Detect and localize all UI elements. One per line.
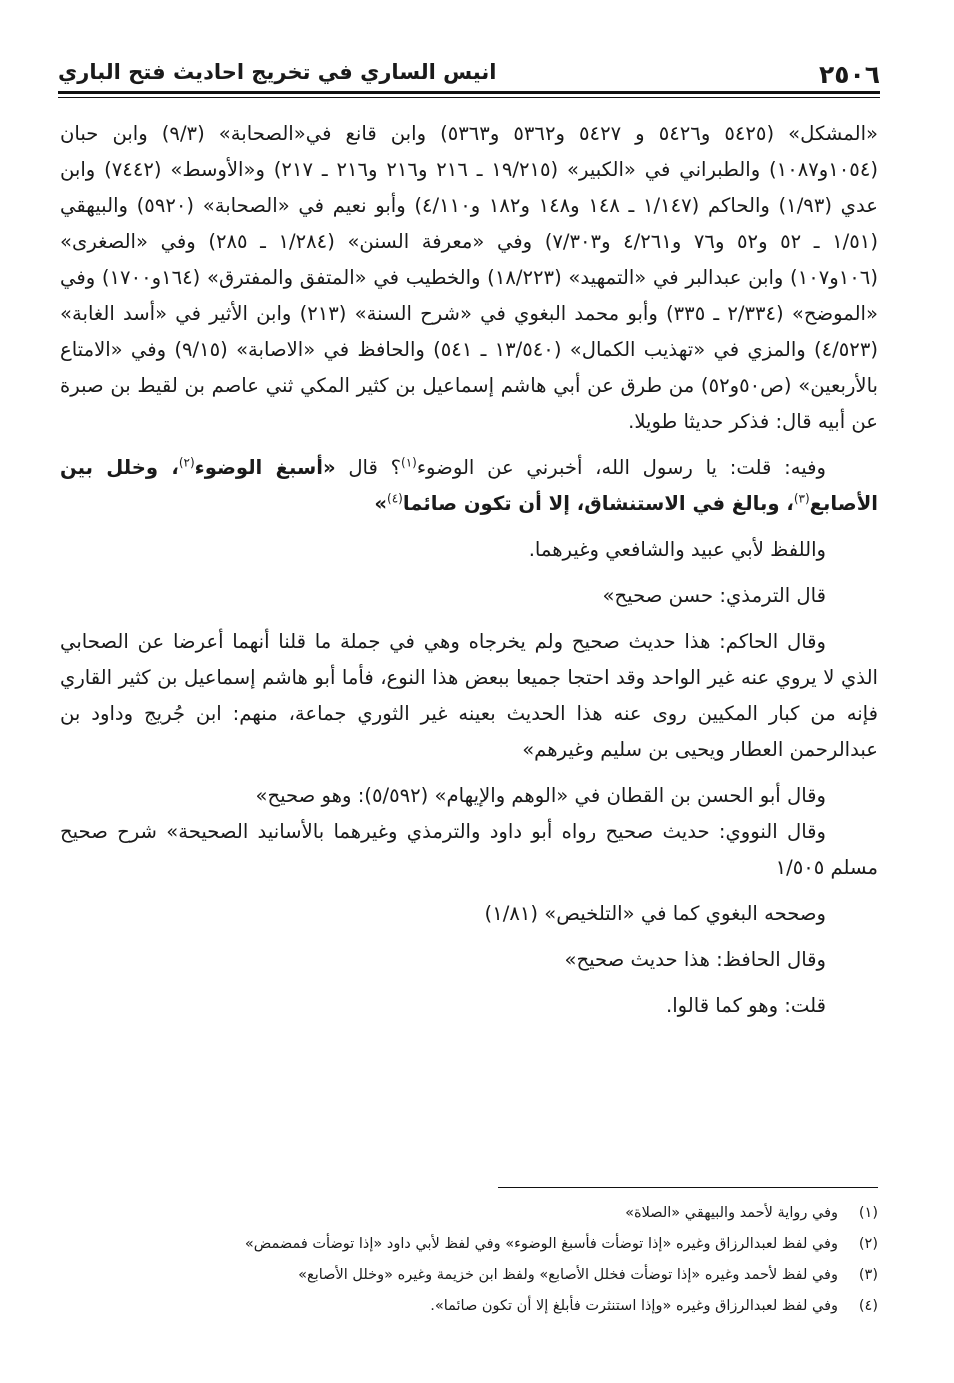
hadith-text-b: ، وخلل بين الأصابع	[60, 456, 878, 515]
book-title: انيس الساري في تخريج احاديث فتح الباري	[58, 60, 497, 84]
hakim-verdict: وقال الحاكم: هذا حديث صحيح ولم يخرجاه وهي في جملة ما قلنا أنهما أعرضا عن الصحابي الذي لا يروي عنه غير الواحد وقد احتجا جميعا ببعض هذا النوع، فأما أبو هاشم إسماعيل بن كثير القاري فإنه من كبار المكيين روى عنه هذا الحديث بعينه غير الثوري جماعة، منهم: ابن جُريج وداود بن عبدالرحمن العطار ويحيى بن سليم وغيرهم»	[60, 630, 878, 761]
header-rule-thick	[58, 91, 880, 94]
baghawi-verdict: وصححه البغوي كما في «التلخيص» (١/٨١)	[484, 902, 826, 925]
footnote-text: وفي رواية لأحمد والبيهقي «الصلاة»	[625, 1205, 838, 1221]
footnote	[60, 1229, 878, 1260]
page-number: ٢٥٠٦	[818, 60, 880, 89]
footnote	[60, 1260, 878, 1291]
hadith-text-a: «أسبغ الوضوء	[194, 456, 336, 479]
footnote-separator	[498, 1187, 878, 1188]
footnote-number: (٤)	[858, 1298, 878, 1314]
footnote-marker-2: (٢)	[178, 455, 195, 470]
hafiz-verdict: وقال الحافظ: هذا حديث صحيح»	[564, 948, 826, 971]
footnote-text: وفي لفظ لأحمد وغيره «إذا توضأت فخلل الأصابع» ولفظ ابن خزيمة وغيره «وخلل الأصابع»	[298, 1267, 838, 1283]
tirmidhi-verdict: قال الترمذي: حسن صحيح»	[602, 584, 826, 607]
author-conclusion: قلت: وهو كما قالوا.	[665, 994, 826, 1017]
hadith-mid: ؟ قال	[335, 456, 402, 479]
footnote-marker-3: (٣)	[793, 491, 810, 506]
hadith-intro: وفيه: قلت: يا رسول الله، أخبرني عن الوضوء	[416, 456, 826, 479]
footnotes	[60, 1198, 878, 1322]
header-rule-thin	[58, 97, 880, 98]
running-header	[58, 54, 880, 94]
footnote	[60, 1198, 878, 1229]
footnote-marker-1: (١)	[401, 455, 417, 470]
takhrij-paragraph: «المشكل» (٥٤٢٥ و٥٤٢٦ و ٥٤٢٧ و٥٣٦٢ و٥٣٦٣) وابن قانع في«الصحابة» (٩/٣) وابن حبان (١٠٥٤و١٠٨٧) والطبراني في «الكبير» (١٩/٢١٥ ـ ٢١٦ و٢١٦ و٢١٦ ـ ٢١٧) و«الأوسط» (٧٤٤٢) وابن عدي (١/٩٣) والحاكم (١/١٤٧ ـ ١٤٨ و١٤٨ و١٨٢ و٤/١١٠) وأبو نعيم في «الصحابة» (٥٩٢٠) والبيهقي (١/٥١ ـ ٥٢ و٥٢ و٧٦ و٤/٢٦١ و٧/٣٠٣) وفي «معرفة السنن» (١/٢٨٤ ـ ٢٨٥) وفي «الصغرى» (١٠٦و١٠٧) وابن عبدالبر في «التمهيد» (١٨/٢٢٣) والخطيب في «المتفق والمفترق» (١٦٤و١٧٠٠) وفي «الموضح» (٢/٣٣٤ ـ ٣٣٥) وأبو محمد البغوي في «شرح السنة» (٢١٣) وابن الأثير في «أسد الغابة» (٤/٥٢٣) والمزي في «تهذيب الكمال» (١٣/٥٤٠ ـ ٥٤١) والحافظ في «الاصابة» (٩/١٥) وفي «الامتاع بالأربعين» (ص٥٠و٥٢) من طرق عن أبي هاشم إسماعيل بن كثير المكي ثني عاصم بن لقيط بن صبرة عن أبيه قال: فذكر حديثا طويلا.	[60, 122, 879, 433]
footnote-text: وفي لفظ لعبدالرزاق وغيره «إذا توضأت فأسبغ الوضوء» وفي لفظ لأبي داود «إذا توضأت فمضمض»	[244, 1236, 838, 1252]
footnote-number: (٣)	[858, 1267, 878, 1283]
hadith-close: »	[374, 492, 388, 515]
footnote-text: وفي لفظ لعبدالرزاق وغيره «وإذا استنثرت فأبلغ إلا أن تكون صائما».	[430, 1298, 838, 1314]
hadith-text-c: ، وبالغ في الاستنشاق، إلا أن تكون صائما	[402, 492, 794, 515]
ibn-qattan-verdict: وقال أبو الحسن بن القطان في «الوهم والإيهام» (٥/٥٩٢): وهو صحيح»	[255, 784, 826, 807]
main-text	[60, 116, 878, 1024]
footnote-number: (٢)	[858, 1236, 878, 1252]
footnote-marker-4: (٤)	[387, 491, 403, 506]
footnote-number: (١)	[858, 1205, 878, 1221]
wording-note: واللفظ لأبي عبيد والشافعي وغيرهما.	[528, 538, 826, 561]
footnote	[60, 1291, 878, 1322]
hadith-paragraph	[60, 450, 878, 522]
nawawi-verdict: وقال النووي: حديث صحيح رواه أبو داود والترمذي وغيرهما بالأسانيد الصحيحة» شرح صحيح مسلم ١/٥٠٥	[60, 820, 878, 879]
